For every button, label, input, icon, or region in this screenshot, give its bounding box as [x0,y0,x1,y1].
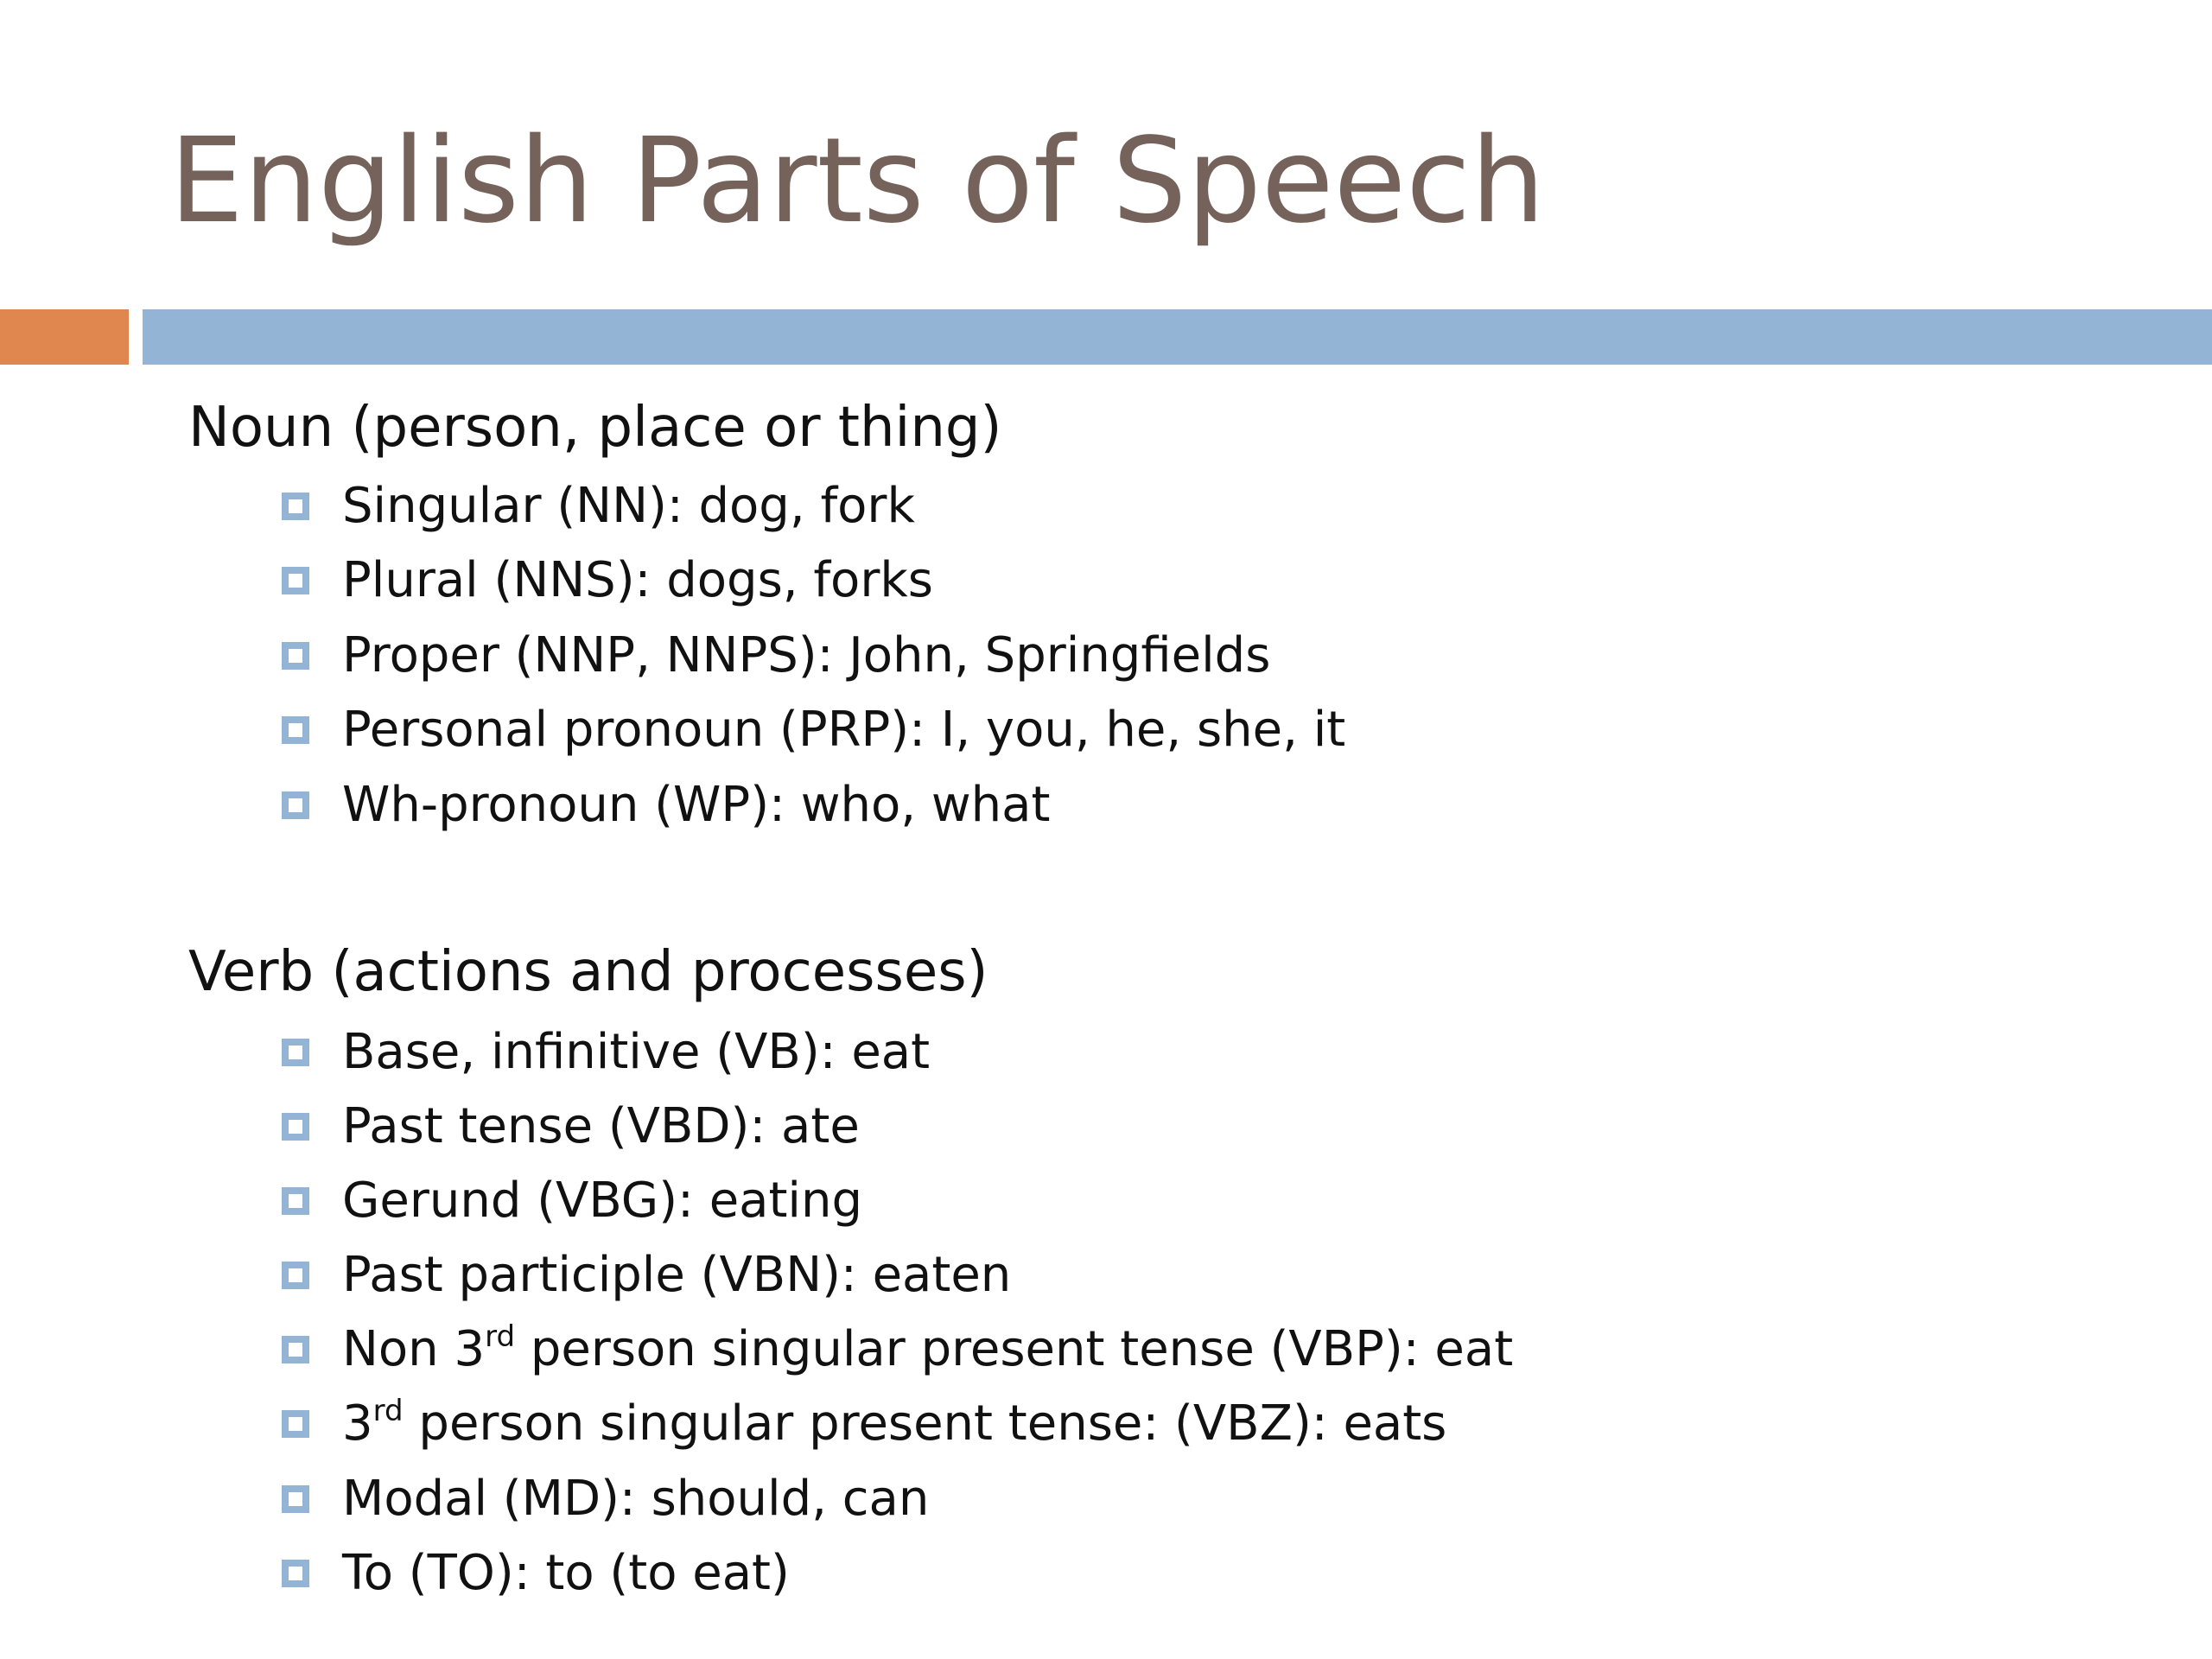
list-item [282,693,1345,767]
list-item-text: Modal (MD): should, can [342,1471,930,1527]
square-bullet-icon [282,716,309,744]
list-item-text: Past participle (VBN): eaten [342,1247,1012,1303]
list-item-text: Proper (NNP, NNPS): John, Springfields [342,627,1271,683]
text-segment: 3 [342,1395,373,1452]
square-bullet-icon [282,493,309,520]
list-item [282,619,1270,693]
list-item [282,1238,1011,1313]
list-item-text [342,1387,1446,1461]
list-item [282,1387,1446,1461]
list-item [282,469,915,543]
square-bullet-icon [282,1336,309,1363]
list-item-text: To (TO): to (to eat) [342,1545,790,1601]
list-item-text: Personal pronoun (PRP): I, you, he, she, it [342,702,1346,758]
title-divider-bar [143,309,2212,365]
list-item [282,543,933,618]
square-bullet-icon [282,1485,309,1513]
text-segment: person singular present tense (VBP): eat [515,1321,1514,1377]
square-bullet-icon [282,1560,309,1587]
text-segment: Non 3 [342,1321,486,1377]
square-bullet-icon [282,1113,309,1141]
list-item-text [342,1313,1513,1387]
list-item-text: Wh-pronoun (WP): who, what [342,777,1051,833]
section-heading-verb: Verb (actions and processes) [188,940,988,1004]
list-item [282,1164,862,1238]
square-bullet-icon [282,1410,309,1438]
square-bullet-icon [282,567,309,594]
accent-bar [0,309,129,365]
list-item [282,1313,1513,1387]
list-item-text: Plural (NNS): dogs, forks [342,552,933,608]
list-item [282,1090,860,1164]
slide-title: English Parts of Speech [169,113,1546,250]
list-item [282,1015,930,1090]
list-item-text: Gerund (VBG): eating [342,1173,863,1229]
text-segment: person singular present tense: (VBZ): eats [403,1395,1447,1452]
list-item [282,768,1050,842]
square-bullet-icon [282,1262,309,1289]
square-bullet-icon [282,1187,309,1215]
list-item [282,1536,790,1611]
list-item-text: Past tense (VBD): ate [342,1098,860,1154]
list-item-text: Singular (NN): dog, fork [342,478,915,534]
list-item [282,1462,929,1536]
superscript: rd [485,1319,516,1354]
square-bullet-icon [282,1039,309,1066]
list-item-text: Base, infinitive (VB): eat [342,1024,931,1080]
section-heading-noun: Noun (person, place or thing) [188,396,1002,460]
superscript: rd [372,1394,404,1428]
square-bullet-icon [282,642,309,670]
square-bullet-icon [282,791,309,819]
